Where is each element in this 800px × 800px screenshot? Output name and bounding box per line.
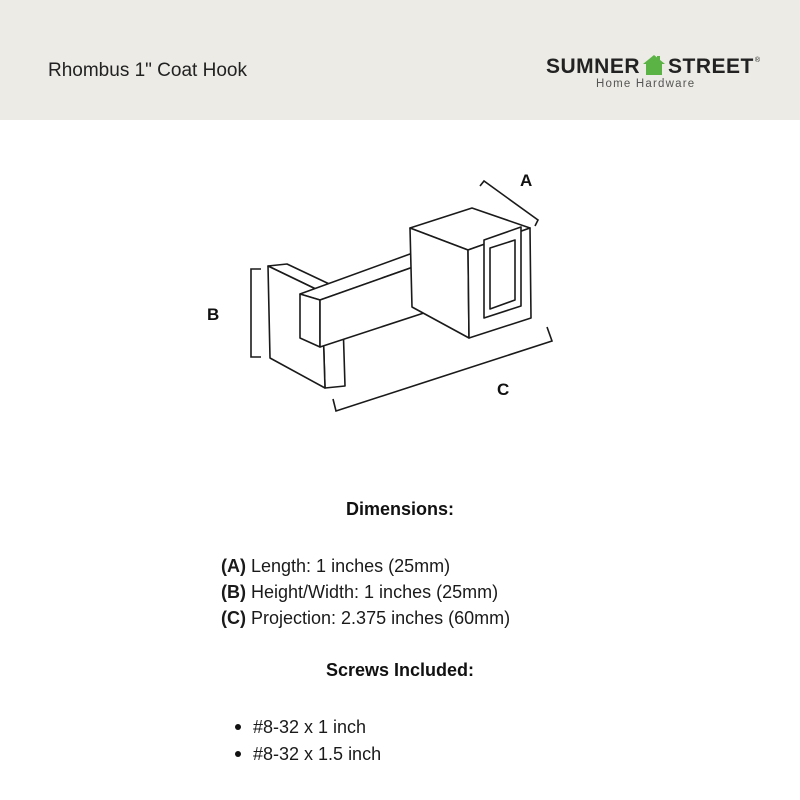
list-item (235, 714, 381, 741)
house-icon (643, 54, 665, 76)
dimension-key: (C) (221, 608, 246, 628)
header-bar (0, 0, 800, 120)
brand-tagline: Home Hardware (596, 78, 696, 90)
dimension-text: Projection: 2.375 inches (60mm) (246, 608, 511, 628)
dimension-row-a (221, 553, 510, 579)
dimension-row-c (221, 605, 510, 631)
bullet-icon (235, 724, 241, 730)
dimension-c-label: C (497, 380, 510, 399)
screw-text: #8-32 x 1 inch (253, 717, 367, 737)
dimension-text: Height/Width: 1 inches (25mm) (246, 582, 499, 602)
registered-mark: ® (754, 57, 761, 64)
dimensions-list (221, 553, 510, 631)
brand-word-2: STREET (668, 55, 754, 78)
dimension-b-bracket (251, 269, 261, 357)
dimensions-heading: Dimensions: (345, 499, 455, 519)
brand-word-1: SUMNER (546, 55, 641, 78)
dimension-a-label: A (520, 171, 533, 190)
dimension-key: (B) (221, 582, 246, 602)
screw-text: #8-32 x 1.5 inch (253, 744, 382, 764)
list-item (235, 741, 381, 768)
brand-logo (546, 50, 762, 94)
dimension-key: (A) (221, 556, 246, 576)
dimension-text: Length: 1 inches (25mm) (246, 556, 451, 576)
screws-list (235, 714, 381, 768)
hook-end-cap (410, 208, 531, 338)
dimension-b-label: B (207, 305, 220, 324)
dimension-row-b (221, 579, 510, 605)
coat-hook-diagram (0, 120, 800, 460)
dimension-c-bracket (333, 327, 552, 411)
screws-heading: Screws Included: (325, 660, 475, 680)
product-title: Rhombus 1" Coat Hook (48, 60, 247, 81)
bullet-icon (235, 751, 241, 757)
